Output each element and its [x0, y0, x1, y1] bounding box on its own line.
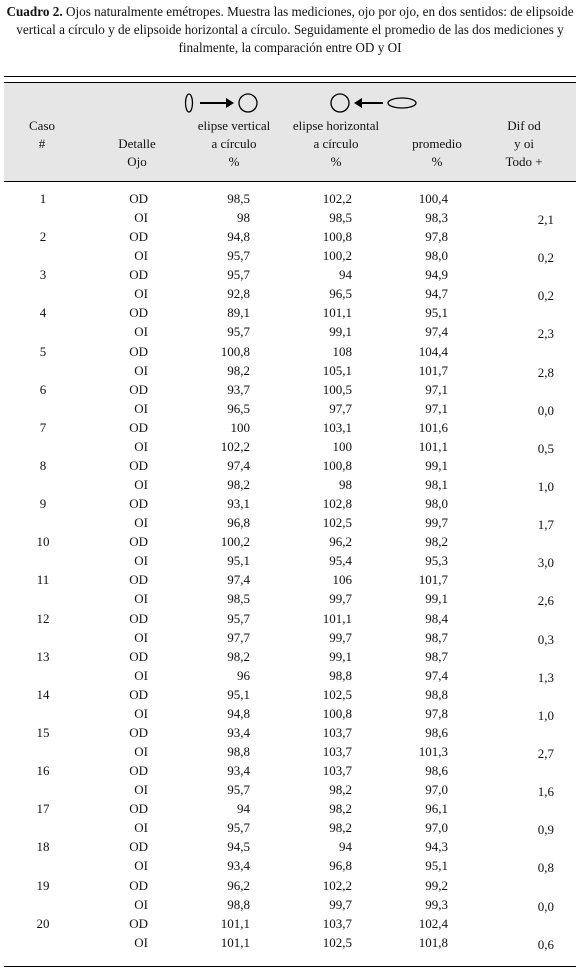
avg-value: 101,6: [418, 419, 448, 435]
ev-value: 93,4: [227, 724, 250, 740]
header-caso-line1: Caso: [29, 118, 55, 133]
eye-label: OI: [134, 934, 148, 950]
case-number: 15: [36, 724, 50, 740]
avg-value: 98,4: [425, 610, 448, 626]
avg-value: 97,1: [425, 400, 448, 416]
avg-value: 99,3: [425, 896, 448, 912]
avg-value: 98,1: [425, 476, 448, 492]
eye-label: OI: [134, 858, 148, 874]
avg-value: 101,3: [418, 743, 448, 759]
dif-value: 0,2: [537, 250, 554, 266]
eye-label: OD: [129, 686, 148, 702]
eye-label: OD: [129, 610, 148, 626]
ev-value: 93,4: [227, 763, 250, 779]
eye-label: OI: [134, 248, 148, 264]
avg-value: 98,2: [425, 534, 448, 550]
ev-value: 98: [237, 210, 250, 225]
eye-label: OD: [129, 496, 148, 512]
header-detalle: [112, 135, 162, 171]
eh-value: 96,2: [329, 534, 352, 550]
eh-value: 95,4: [329, 553, 352, 569]
top-rule: [4, 76, 576, 77]
avg-value: 104,4: [418, 343, 448, 359]
ev-value: 96,5: [227, 400, 250, 416]
eh-value: 102,5: [322, 686, 352, 702]
eye-label: OI: [134, 324, 148, 340]
eh-value: 102,2: [322, 877, 352, 893]
eh-value: 103,7: [322, 724, 352, 740]
case-number: 19: [36, 877, 50, 893]
eh-value: 100,8: [322, 229, 352, 245]
dif-value: 1,3: [537, 669, 554, 685]
eh-value: 100,8: [322, 705, 352, 721]
ev-value: 95,7: [227, 782, 250, 798]
eh-value: 99,7: [329, 591, 352, 607]
eh-value: 98: [339, 476, 352, 492]
ev-value: 93,7: [227, 381, 250, 397]
avg-value: 98,0: [425, 496, 448, 512]
eh-value: 99,7: [329, 629, 352, 645]
ev-value: 94,8: [227, 705, 250, 721]
case-number: 6: [39, 381, 47, 397]
avg-value: 97,8: [425, 705, 448, 721]
case-number: 1: [39, 191, 47, 206]
eh-value: 101,1: [322, 305, 352, 321]
header-detalle-line1: Detalle: [118, 136, 156, 151]
avg-value: 101,1: [418, 438, 448, 454]
avg-value: 102,4: [418, 915, 448, 931]
case-row-group: [4, 457, 576, 495]
eh-value: 94: [339, 267, 352, 283]
header-ev-line1: elipse vertical: [197, 118, 271, 133]
avg-value: 97,1: [425, 381, 448, 397]
case-number: 14: [36, 686, 50, 702]
ev-value: 100,2: [220, 534, 250, 550]
avg-value: 94,3: [425, 839, 448, 855]
case-number: 13: [36, 648, 50, 664]
header-caso-line2: #: [38, 136, 46, 151]
ev-value: 95,7: [227, 820, 250, 836]
eh-value: 102,8: [322, 496, 352, 512]
avg-value: 95,1: [425, 305, 448, 321]
ev-value: 95,1: [227, 553, 250, 569]
eh-value: 99,1: [329, 648, 352, 664]
case-row-group: [4, 571, 576, 609]
header-dif: [496, 117, 552, 171]
avg-value: 96,1: [425, 801, 448, 817]
dif-value: 1,7: [537, 517, 554, 533]
case-number: 11: [36, 572, 50, 588]
ev-value: 102,2: [220, 438, 250, 454]
eh-value: 100,8: [322, 457, 352, 473]
ev-value: 97,4: [227, 457, 250, 473]
avg-value: 99,1: [425, 591, 448, 607]
ev-value: 95,7: [227, 267, 250, 283]
avg-value: 101,8: [418, 934, 448, 950]
ev-value: 96: [237, 667, 250, 683]
eye-label: OI: [134, 896, 148, 912]
case-number: 17: [36, 801, 50, 817]
eye-label: OD: [129, 457, 148, 473]
case-number: 18: [36, 839, 50, 855]
avg-value: 101,7: [418, 572, 448, 588]
header-promedio-line2: %: [431, 154, 443, 169]
ev-value: 100,8: [220, 343, 250, 359]
ev-value: 89,1: [227, 305, 250, 321]
case-row-group: [4, 304, 576, 342]
header-eh-line2: a círculo: [313, 136, 359, 151]
dif-value: 2,6: [537, 593, 554, 609]
eye-label: OD: [129, 724, 148, 740]
case-row-group: [4, 228, 576, 266]
ev-value: 93,1: [227, 496, 250, 512]
ev-value: 98,2: [227, 648, 250, 664]
case-number: 7: [39, 419, 47, 435]
case-row-group: [4, 686, 576, 724]
eh-value: 98,2: [329, 820, 352, 836]
eye-label: OD: [129, 763, 148, 779]
header-eh: [284, 117, 388, 171]
case-number: 16: [36, 763, 50, 779]
dif-value: 0,3: [537, 631, 554, 647]
eh-value: 105,1: [322, 362, 352, 378]
case-row-group: [4, 877, 576, 915]
eye-label: OI: [134, 476, 148, 492]
case-row-group: [4, 800, 576, 838]
eh-value: 98,2: [329, 801, 352, 817]
dif-value: 3,0: [537, 555, 554, 571]
eh-value: 96,8: [329, 858, 352, 874]
avg-value: 98,7: [425, 648, 448, 664]
avg-value: 94,9: [425, 267, 448, 283]
eh-value: 97,7: [329, 400, 352, 416]
eh-value: 108: [332, 343, 352, 359]
avg-value: 97,0: [425, 820, 448, 836]
avg-value: 99,2: [425, 877, 448, 893]
ev-value: 95,7: [227, 248, 250, 264]
header-ev-line2: a círculo: [211, 136, 257, 151]
eye-label: OD: [129, 839, 148, 855]
dif-value: 1,0: [537, 478, 554, 494]
case-row-group: [4, 190, 576, 228]
avg-value: 97,0: [425, 782, 448, 798]
ev-value: 98,2: [227, 362, 250, 378]
eye-label: OD: [129, 877, 148, 893]
dif-value: 0,9: [537, 822, 554, 838]
eye-label: OD: [129, 267, 148, 283]
eye-label: OD: [129, 191, 148, 206]
case-number: 8: [39, 457, 47, 473]
eh-value: 98,8: [329, 667, 352, 683]
eye-label: OD: [129, 229, 148, 245]
eye-label: OD: [129, 534, 148, 550]
dif-value: 2,3: [537, 326, 554, 342]
dif-value: 0,2: [537, 288, 554, 304]
table-caption: [4, 3, 576, 57]
eh-value: 98,5: [329, 210, 352, 225]
horizontal-ellipse-to-circle-icon: [329, 91, 424, 115]
ev-value: 92,8: [227, 286, 250, 302]
dif-value: 1,0: [537, 707, 554, 723]
eh-value: 100,5: [322, 381, 352, 397]
eh-value: 103,7: [322, 763, 352, 779]
avg-value: 98,6: [425, 763, 448, 779]
ev-value: 98,5: [227, 191, 250, 206]
case-number: 5: [39, 343, 47, 359]
dif-value: 0,5: [537, 440, 554, 456]
eh-value: 102,5: [322, 515, 352, 531]
avg-value: 99,7: [425, 515, 448, 531]
case-number: 12: [36, 610, 50, 626]
bottom-rule: [4, 966, 576, 967]
case-number: 3: [39, 267, 47, 283]
eye-label: OD: [129, 343, 148, 359]
case-row-group: [4, 419, 576, 457]
eye-label: OI: [134, 362, 148, 378]
ev-value: 98,2: [227, 476, 250, 492]
eye-label: OI: [134, 705, 148, 721]
header-eh-line3: %: [330, 154, 342, 169]
ev-value: 95,1: [227, 686, 250, 702]
header-ev: [184, 117, 284, 171]
case-row-group: [4, 533, 576, 571]
case-number: 9: [39, 496, 47, 512]
case-number: 4: [39, 305, 47, 321]
ev-value: 94,8: [227, 229, 250, 245]
eh-value: 102,5: [322, 934, 352, 950]
caption-lead: Cuadro 2.: [6, 4, 63, 19]
eye-label: OD: [129, 801, 148, 817]
dif-value: 0,8: [537, 860, 554, 876]
case-row-group: [4, 381, 576, 419]
case-row-group: [4, 610, 576, 648]
avg-value: 95,1: [425, 858, 448, 874]
case-number: 20: [36, 915, 50, 931]
header-dif-line2: y oi: [514, 136, 534, 151]
eh-value: 99,7: [329, 896, 352, 912]
eye-label: OI: [134, 515, 148, 531]
header-promedio-line1: promedio: [412, 136, 462, 151]
eh-value: 99,1: [329, 324, 352, 340]
ev-value: 98,5: [227, 591, 250, 607]
avg-value: 94,7: [425, 286, 448, 302]
eh-value: 101,1: [322, 610, 352, 626]
table-header: [4, 82, 576, 182]
eye-label: OD: [129, 915, 148, 931]
eye-label: OI: [134, 667, 148, 683]
ev-value: 98,8: [227, 896, 250, 912]
eh-value: 102,2: [322, 191, 352, 206]
ev-value: 101,1: [220, 915, 250, 931]
eh-value: 103,7: [322, 743, 352, 759]
caption-text: Ojos naturalmente emétropes. Muestra las mediciones, ojo por ojo, en dos sentidos: de elipsoide vertical a círculo y de elipsoide horizontal a círculo. Seguidamente el promedio de las dos mediciones y finalmente, la comparación entre OD y OI: [16, 4, 574, 55]
eye-label: OI: [134, 629, 148, 645]
avg-value: 97,4: [425, 667, 448, 683]
ev-value: 93,4: [227, 858, 250, 874]
eye-label: OD: [129, 572, 148, 588]
header-promedio: [402, 135, 472, 171]
case-row-group: [4, 495, 576, 533]
case-row-group: [4, 915, 576, 953]
ev-value: 97,4: [227, 572, 250, 588]
ev-value: 94: [237, 801, 250, 817]
eye-label: OD: [129, 381, 148, 397]
avg-value: 98,0: [425, 248, 448, 264]
case-number: 2: [39, 229, 47, 245]
eh-value: 94: [339, 839, 352, 855]
avg-value: 98,3: [425, 210, 448, 225]
dif-value: 1,6: [537, 784, 554, 800]
avg-value: 100,4: [418, 191, 448, 206]
eye-label: OI: [134, 743, 148, 759]
dif-value: 0,6: [537, 936, 554, 952]
avg-value: 97,4: [425, 324, 448, 340]
eye-label: OI: [134, 210, 148, 225]
eye-label: OD: [129, 648, 148, 664]
avg-value: 95,3: [425, 553, 448, 569]
ev-value: 94,5: [227, 839, 250, 855]
dif-value: 2,1: [537, 212, 554, 227]
eh-value: 100: [332, 438, 352, 454]
case-row-group: [4, 762, 576, 800]
eye-label: OI: [134, 400, 148, 416]
dif-value: 0,0: [537, 402, 554, 418]
vertical-ellipse-to-circle-icon: [184, 91, 264, 115]
header-detalle-line2: Ojo: [127, 154, 147, 169]
ev-value: 96,8: [227, 515, 250, 531]
avg-value: 98,7: [425, 629, 448, 645]
dif-value: 2,8: [537, 364, 554, 380]
ev-value: 96,2: [227, 877, 250, 893]
avg-value: 97,8: [425, 229, 448, 245]
ev-value: 100: [230, 419, 250, 435]
case-row-group: [4, 266, 576, 304]
case-row-group: [4, 724, 576, 762]
ev-value: 95,7: [227, 324, 250, 340]
eh-value: 98,2: [329, 782, 352, 798]
table-body: [4, 190, 576, 953]
case-number: 10: [36, 534, 50, 550]
dif-value: 2,7: [537, 745, 554, 761]
dif-value: 0,0: [537, 898, 554, 914]
ev-value: 97,7: [227, 629, 250, 645]
eye-label: OI: [134, 553, 148, 569]
eye-label: OD: [129, 419, 148, 435]
header-dif-line3: Todo +: [505, 154, 543, 169]
case-row-group: [4, 343, 576, 381]
eye-label: OI: [134, 782, 148, 798]
ev-value: 101,1: [220, 934, 250, 950]
eye-label: OI: [134, 591, 148, 607]
eh-value: 100,2: [322, 248, 352, 264]
eye-label: OI: [134, 438, 148, 454]
header-dif-line1: Dif od: [507, 118, 541, 133]
eye-label: OD: [129, 305, 148, 321]
header-eh-line1: elipse horizontal: [292, 118, 380, 133]
case-row-group: [4, 838, 576, 876]
header-caso: [22, 117, 62, 153]
ev-value: 95,7: [227, 610, 250, 626]
eh-value: 103,1: [322, 419, 352, 435]
header-ev-line3: %: [228, 154, 240, 169]
eh-value: 96,5: [329, 286, 352, 302]
eye-label: OI: [134, 286, 148, 302]
eh-value: 103,7: [322, 915, 352, 931]
avg-value: 99,1: [425, 457, 448, 473]
ev-value: 98,8: [227, 743, 250, 759]
avg-value: 98,6: [425, 724, 448, 740]
case-row-group: [4, 648, 576, 686]
avg-value: 98,8: [425, 686, 448, 702]
eh-value: 106: [332, 572, 352, 588]
avg-value: 101,7: [418, 362, 448, 378]
eye-label: OI: [134, 820, 148, 836]
